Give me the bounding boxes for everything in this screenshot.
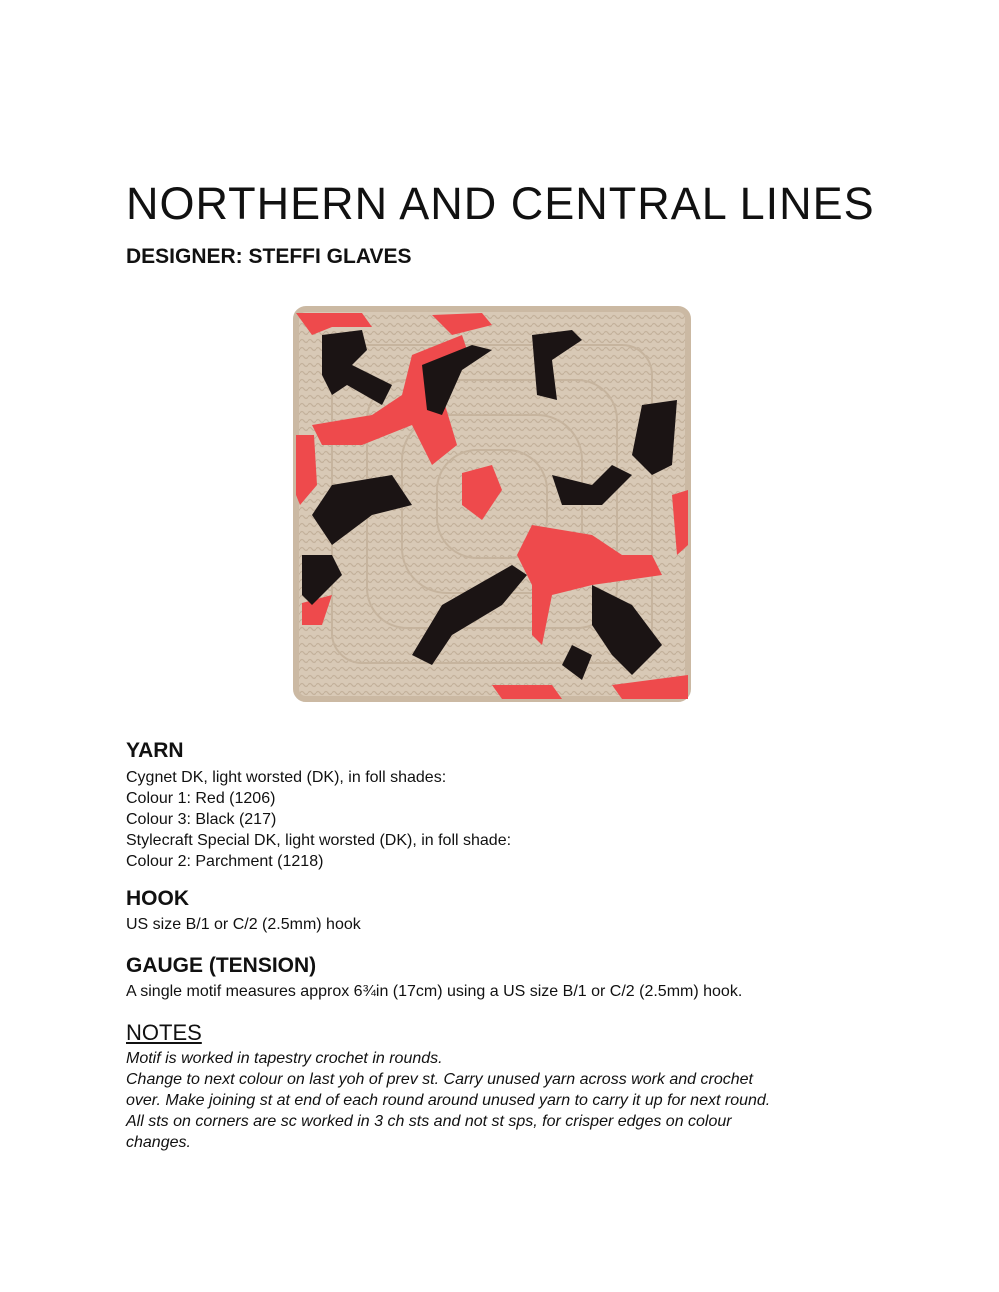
notes-line: All sts on corners are sc worked in 3 ch sts and not st sps, for crisper edges on colour [126, 1113, 732, 1130]
yarn-line: Cygnet DK, light worsted (DK), in foll shades: [126, 769, 447, 786]
hook-section [126, 886, 886, 935]
gauge-heading: GAUGE (TENSION) [126, 954, 317, 977]
yarn-line: Stylecraft Special DK, light worsted (DK), in foll shade: [126, 832, 512, 849]
gauge-section [126, 953, 886, 1002]
notes-line: changes. [126, 1134, 191, 1151]
yarn-line: Colour 2: Parchment (1218) [126, 853, 324, 870]
yarn-line: Colour 3: Black (217) [126, 811, 277, 828]
yarn-heading: YARN [126, 739, 184, 762]
hook-line: US size B/1 or C/2 (2.5mm) hook [126, 916, 361, 933]
hook-heading: HOOK [126, 887, 189, 910]
notes-section [126, 1020, 886, 1153]
yarn-line: Colour 1: Red (1206) [126, 790, 276, 807]
page-title: NORTHERN AND CENTRAL LINES [126, 178, 875, 229]
yarn-section [126, 738, 886, 872]
notes-heading: NOTES [126, 1020, 202, 1045]
notes-line: Change to next colour on last yoh of prev st. Carry unused yarn across work and crochet [126, 1071, 753, 1088]
crochet-motif-image [292, 305, 692, 703]
notes-line: over. Make joining st at end of each round around unused yarn to carry it up for next round. [126, 1092, 771, 1109]
notes-line: Motif is worked in tapestry crochet in rounds. [126, 1050, 443, 1067]
designer-credit: DESIGNER: STEFFI GLAVES [126, 245, 412, 268]
gauge-line: A single motif measures approx 6¾in (17cm) using a US size B/1 or C/2 (2.5mm) hook. [126, 983, 743, 1000]
